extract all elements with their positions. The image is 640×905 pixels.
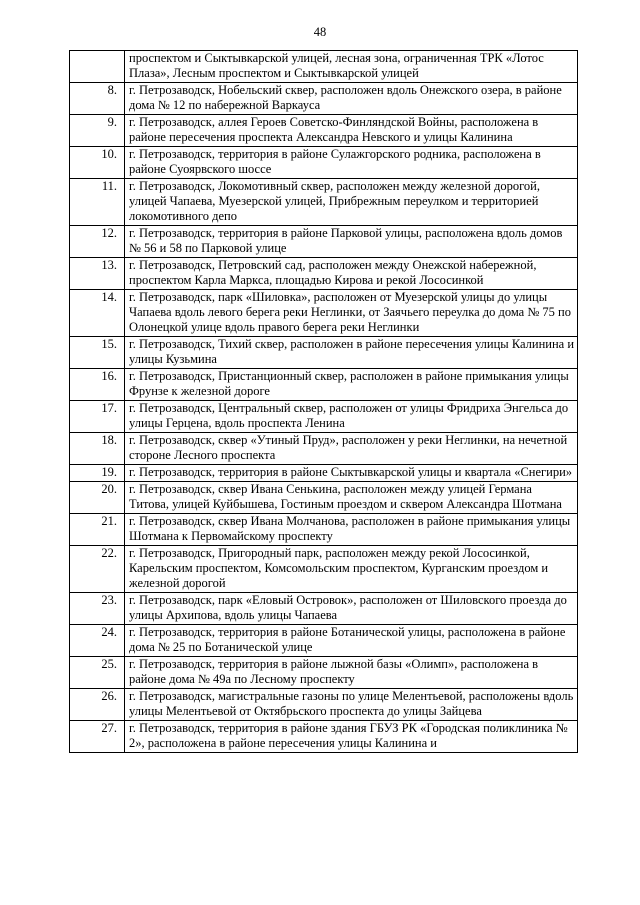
table-row bbox=[70, 83, 578, 115]
row-number: 12. bbox=[70, 226, 125, 258]
row-description: г. Петрозаводск, территория в районе здания ГБУЗ РК «Городская поликлиника № 2», расположена в районе пересечения улицы Калинина и bbox=[125, 721, 578, 753]
territory-list-table bbox=[69, 50, 578, 753]
row-number: 22. bbox=[70, 546, 125, 593]
row-description: г. Петрозаводск, Петровский сад, расположен между Онежской набережной, проспектом Карла Маркса, площадью Кирова и рекой Лососинкой bbox=[125, 258, 578, 290]
table-row bbox=[70, 657, 578, 689]
table-row bbox=[70, 482, 578, 514]
row-number: 21. bbox=[70, 514, 125, 546]
row-number: 20. bbox=[70, 482, 125, 514]
table-row bbox=[70, 721, 578, 753]
table-row bbox=[70, 226, 578, 258]
row-number: 14. bbox=[70, 290, 125, 337]
row-description: г. Петрозаводск, Локомотивный сквер, расположен между железной дорогой, улицей Чапаева, Муезерской улицей, Прибрежным переулком и территорией локомотивного депо bbox=[125, 179, 578, 226]
row-description: г. Петрозаводск, Тихий сквер, расположен в районе пересечения улицы Калинина и улицы Кузьмина bbox=[125, 337, 578, 369]
row-description: г. Петрозаводск, парк «Еловый Островок», расположен от Шиловского проезда до улицы Архипова, вдоль улицы Чапаева bbox=[125, 593, 578, 625]
row-number: 26. bbox=[70, 689, 125, 721]
table-row bbox=[70, 369, 578, 401]
table-row bbox=[70, 689, 578, 721]
row-description: г. Петрозаводск, сквер Ивана Молчанова, расположен в районе примыкания улицы Шотмана к Первомайскому проспекту bbox=[125, 514, 578, 546]
row-description: г. Петрозаводск, территория в районе Сулажгорского родника, расположена в районе Суоярвского шоссе bbox=[125, 147, 578, 179]
table-row bbox=[70, 337, 578, 369]
table-row bbox=[70, 258, 578, 290]
row-description: г. Петрозаводск, магистральные газоны по улице Мелентьевой, расположены вдоль улицы Мелентьевой от Октябрьского проспекта до улицы Зайцева bbox=[125, 689, 578, 721]
row-number: 25. bbox=[70, 657, 125, 689]
row-description: г. Петрозаводск, территория в районе Ботанической улицы, расположена в районе дома № 25 по Ботанической улице bbox=[125, 625, 578, 657]
row-description: г. Петрозаводск, территория в районе Парковой улицы, расположена вдоль домов № 56 и 58 по Парковой улице bbox=[125, 226, 578, 258]
row-number: 11. bbox=[70, 179, 125, 226]
row-number: 18. bbox=[70, 433, 125, 465]
table-row bbox=[70, 179, 578, 226]
table-row bbox=[70, 115, 578, 147]
table-row bbox=[70, 290, 578, 337]
row-number: 24. bbox=[70, 625, 125, 657]
row-description: г. Петрозаводск, парк «Шиловка», расположен от Муезерской улицы до улицы Чапаева вдоль левого берега реки Неглинки, от Заячьего переулка до дома № 75 по Олонецкой улице вдоль правого берега реки Неглинки bbox=[125, 290, 578, 337]
row-description: г. Петрозаводск, сквер «Утиный Пруд», расположен у реки Неглинки, на нечетной стороне Лесного проспекта bbox=[125, 433, 578, 465]
page-number: 48 bbox=[313, 25, 327, 39]
row-description: проспектом и Сыктывкарской улицей, лесная зона, ограниченная ТРК «Лотос Плаза», Лесным проспектом и Сыктывкарской улицей bbox=[125, 51, 578, 83]
row-description: г. Петрозаводск, Пристанционный сквер, расположен в районе примыкания улицы Фрунзе к железной дороге bbox=[125, 369, 578, 401]
row-number: 16. bbox=[70, 369, 125, 401]
row-number: 13. bbox=[70, 258, 125, 290]
table-row bbox=[70, 625, 578, 657]
row-number: 19. bbox=[70, 465, 125, 482]
table-row bbox=[70, 51, 578, 83]
row-number: 10. bbox=[70, 147, 125, 179]
table-row bbox=[70, 593, 578, 625]
table-row bbox=[70, 147, 578, 179]
row-description: г. Петрозаводск, территория в районе Сыктывкарской улицы и квартала «Снегири» bbox=[125, 465, 578, 482]
row-number: 15. bbox=[70, 337, 125, 369]
row-description: г. Петрозаводск, территория в районе лыжной базы «Олимп», расположена в районе дома № 49а по Лесному проспекту bbox=[125, 657, 578, 689]
table-row bbox=[70, 433, 578, 465]
row-description: г. Петрозаводск, Центральный сквер, расположен от улицы Фридриха Энгельса до улицы Герцена, вдоль проспекта Ленина bbox=[125, 401, 578, 433]
row-number: 8. bbox=[70, 83, 125, 115]
table-row bbox=[70, 401, 578, 433]
row-description: г. Петрозаводск, сквер Ивана Сенькина, расположен между улицей Германа Титова, улицей Куйбышева, Гостиным проездом и сквером Александра Шотмана bbox=[125, 482, 578, 514]
row-number: 17. bbox=[70, 401, 125, 433]
table-row bbox=[70, 465, 578, 482]
row-number bbox=[70, 51, 125, 83]
row-description: г. Петрозаводск, Нобельский сквер, расположен вдоль Онежского озера, в районе дома № 12 по набережной Варкауса bbox=[125, 83, 578, 115]
table-row bbox=[70, 514, 578, 546]
table-body bbox=[70, 51, 578, 753]
row-description: г. Петрозаводск, аллея Героев Советско-Финляндской Войны, расположена в районе пересечения проспекта Александра Невского и улицы Калинина bbox=[125, 115, 578, 147]
table-row bbox=[70, 546, 578, 593]
row-number: 23. bbox=[70, 593, 125, 625]
row-number: 27. bbox=[70, 721, 125, 753]
row-number: 9. bbox=[70, 115, 125, 147]
row-description: г. Петрозаводск, Пригородный парк, расположен между рекой Лососинкой, Карельским проспектом, Комсомольским проспектом, Курганским проездом и железной дорогой bbox=[125, 546, 578, 593]
